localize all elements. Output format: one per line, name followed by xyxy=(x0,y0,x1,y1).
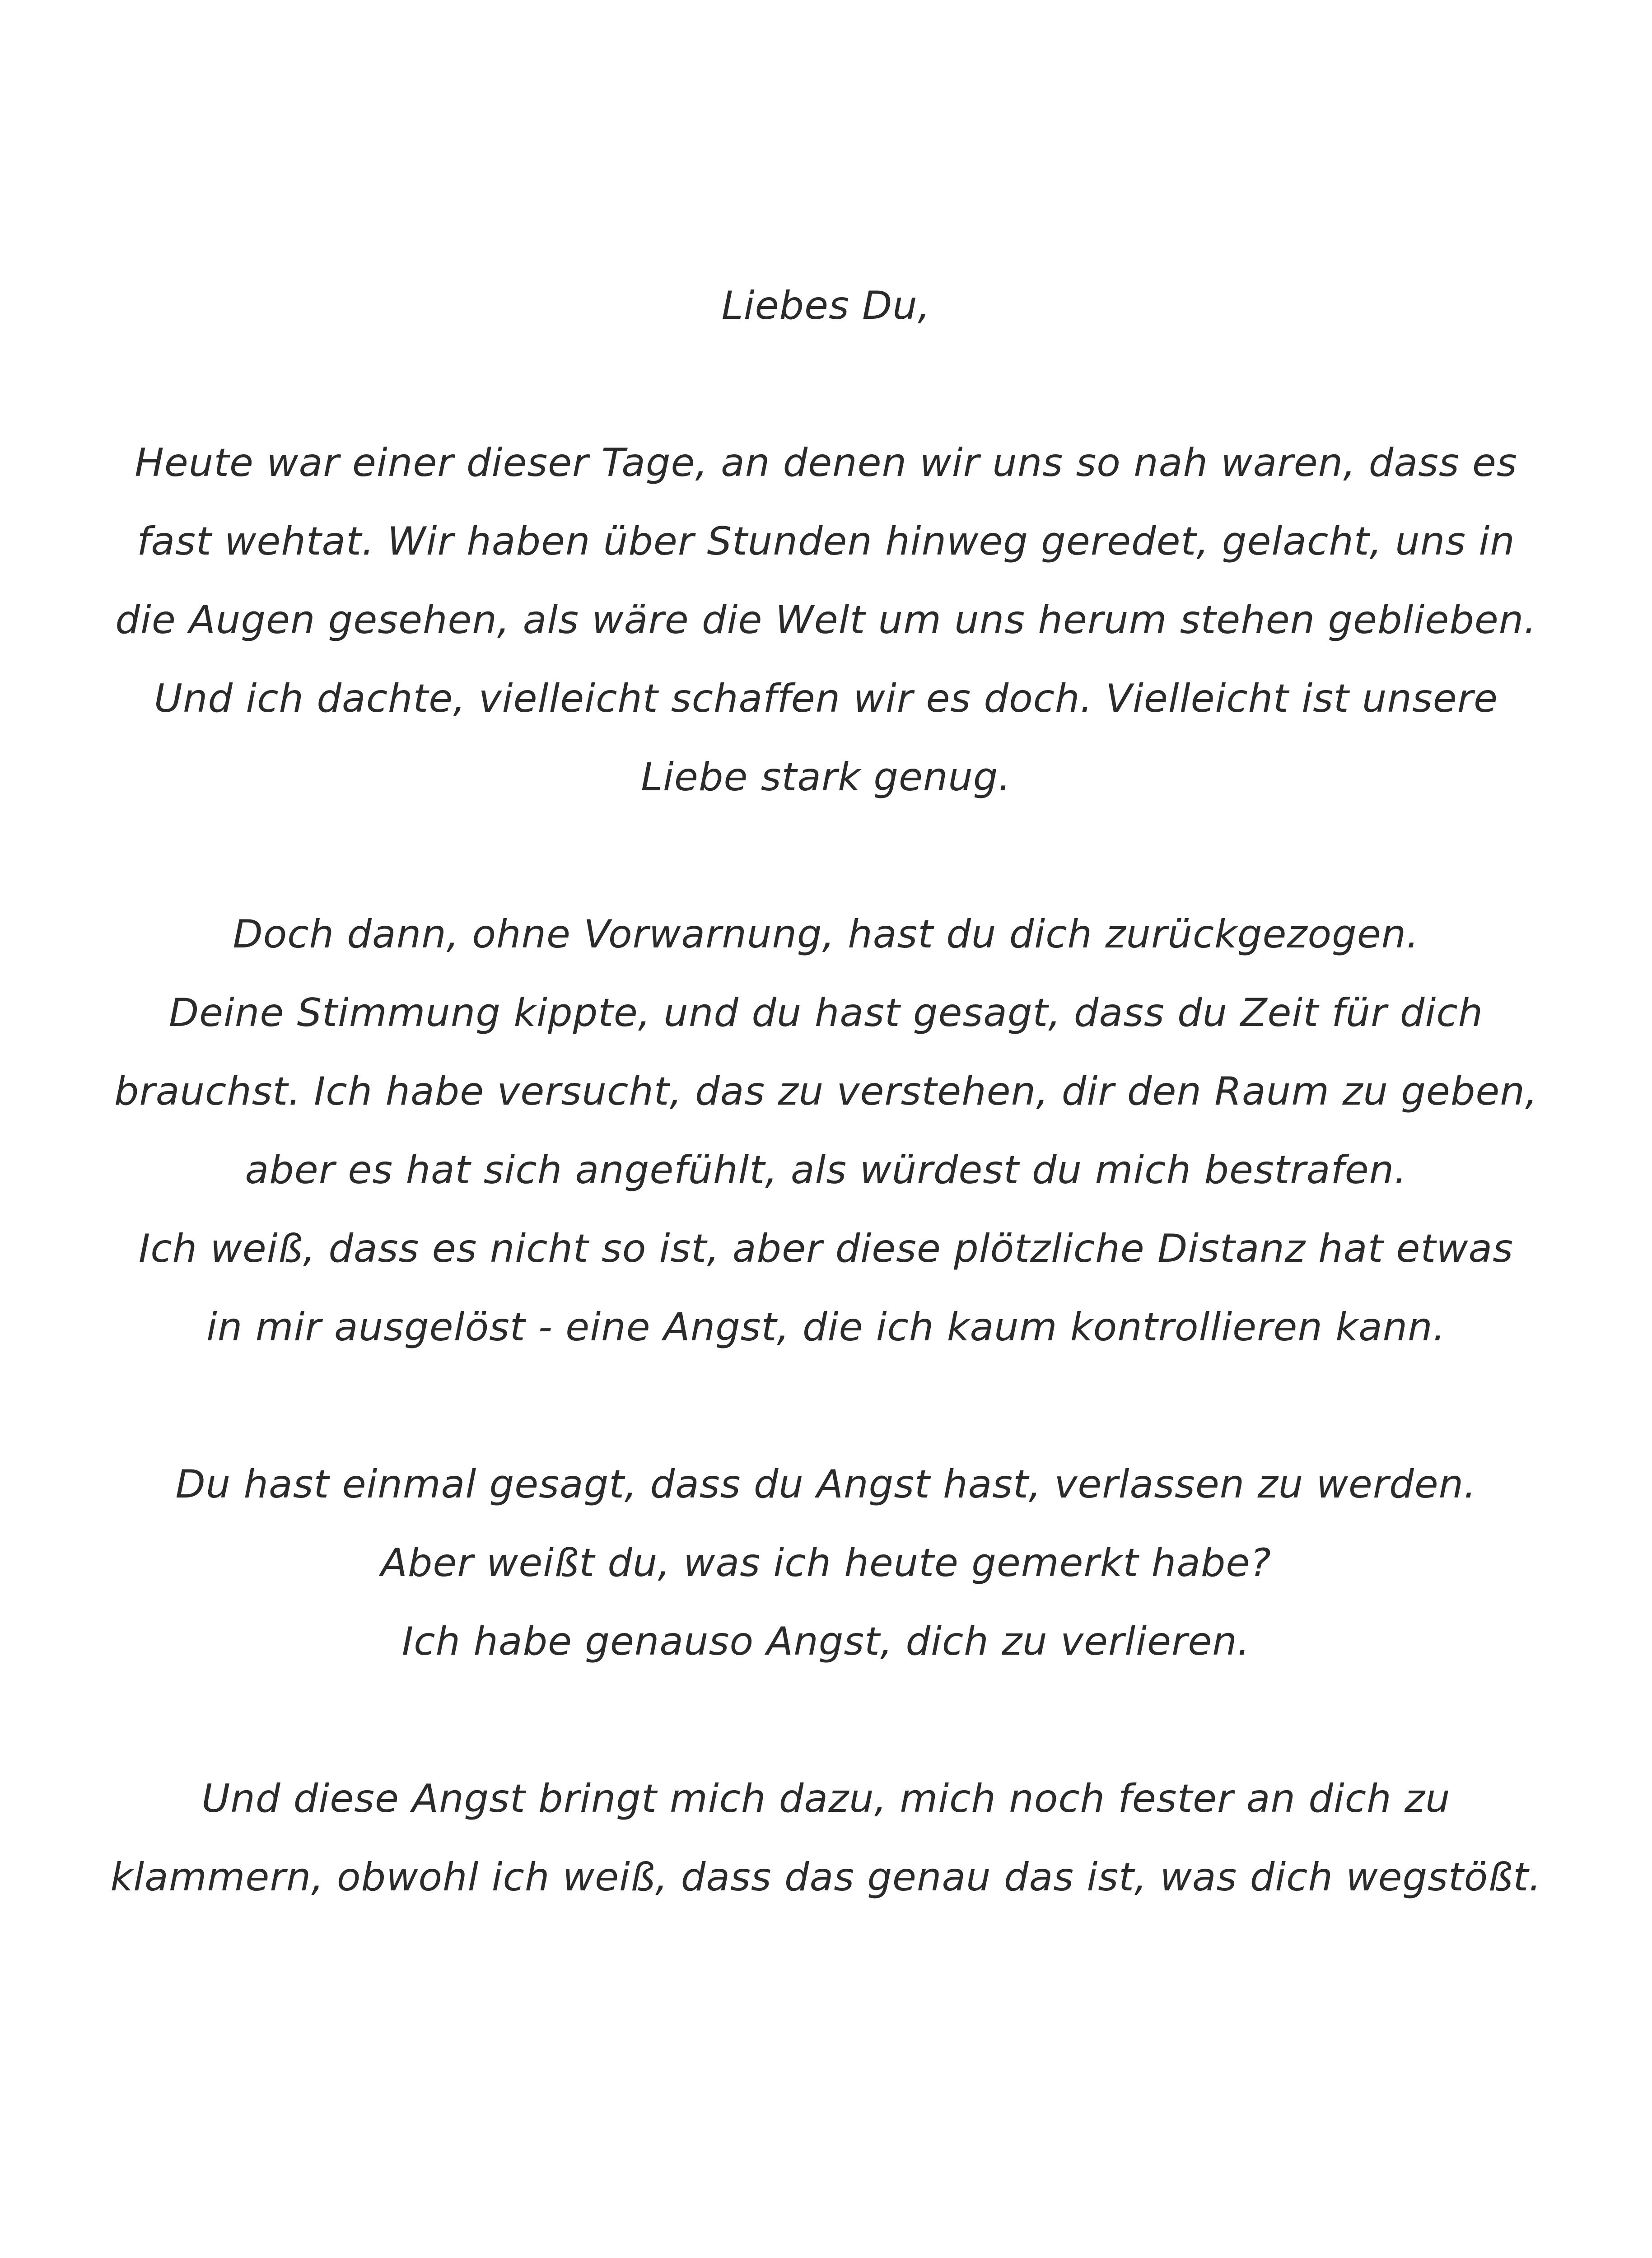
paragraph-line: klammern, obwohl ich weiß, dass das genau das ist, was dich wegstößt. xyxy=(110,1855,1542,1900)
paragraph-2 xyxy=(0,895,1652,1367)
paragraph-line: Doch dann, ohne Vorwarnung, hast du dich zurückgezogen. xyxy=(233,912,1419,957)
paragraph-line: Und diese Angst bringt mich dazu, mich noch fester an dich zu xyxy=(201,1776,1451,1821)
paragraph-1 xyxy=(0,424,1652,816)
paragraph-line: Liebe stark genug. xyxy=(641,755,1011,800)
paragraph-gap xyxy=(0,1367,1652,1445)
paragraph-line: Aber weißt du, was ich heute gemerkt habe? xyxy=(380,1540,1271,1586)
salutation: Liebes Du, xyxy=(721,283,931,328)
paragraph-line: Und ich dachte, vielleicht schaffen wir es doch. Vielleicht ist unsere xyxy=(154,676,1498,721)
paragraph-gap xyxy=(0,345,1652,424)
paragraph-line: Du hast einmal gesagt, dass du Angst hast, verlassen zu werden. xyxy=(175,1462,1477,1507)
paragraph-line: Ich habe genauso Angst, dich zu verlieren. xyxy=(401,1619,1251,1664)
paragraph-line: Deine Stimmung kippte, und du hast gesagt, dass du Zeit für dich xyxy=(168,990,1484,1036)
paragraph-line: aber es hat sich angefühlt, als würdest du mich bestrafen. xyxy=(245,1148,1407,1193)
paragraph-3 xyxy=(0,1445,1652,1681)
paragraph-4 xyxy=(0,1759,1652,1917)
paragraph-gap xyxy=(0,816,1652,895)
paragraph-line: Heute war einer dieser Tage, an denen wir uns so nah waren, dass es xyxy=(135,440,1517,485)
paragraph-line: Ich weiß, dass es nicht so ist, aber diese plötzliche Distanz hat etwas xyxy=(138,1226,1514,1271)
paragraph-gap xyxy=(0,1681,1652,1759)
paragraph-line: brauchst. Ich habe versucht, das zu verstehen, dir den Raum zu geben, xyxy=(114,1069,1538,1114)
paragraph-line: die Augen gesehen, als wäre die Welt um uns herum stehen geblieben. xyxy=(115,597,1537,643)
paragraph-line: fast wehtat. Wir haben über Stunden hinweg geredet, gelacht, uns in xyxy=(137,519,1515,564)
paragraph-line: in mir ausgelöst - eine Angst, die ich kaum kontrollieren kann. xyxy=(206,1305,1446,1350)
letter-body xyxy=(0,266,1652,1917)
